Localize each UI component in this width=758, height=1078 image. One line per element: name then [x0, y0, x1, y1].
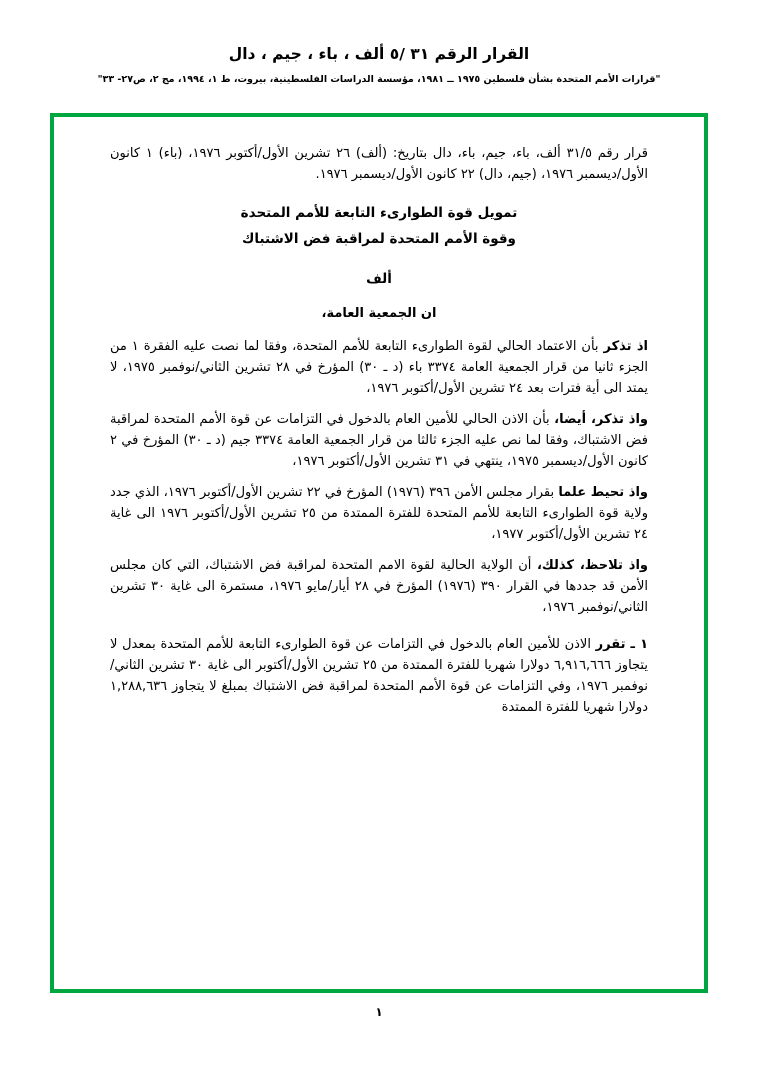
paragraph-text-1: بأن الاعتماد الحالي لقوة الطوارىء التابعة للأمم المتحدة، وفقا لما نصت عليه الفقرة ١ من الجزء ثانيا من قرار الجمعية العامة ٣٣٧٤ باء (د ـ ٣٠) المؤرخ في ٢٨ تشرين الثاني/نوفمبر ١٩٧٥، لا يمتد الى أية فترات بعد ٢٤ تشرين الأول/أكتوبر ١٩٧٦،: [110, 338, 649, 396]
paragraph-lead-4: واذ تلاحظ، كذلك،: [536, 558, 648, 574]
preamble-paragraph-2: [110, 409, 648, 472]
paragraph-lead-3: واذ تحيط علما: [558, 485, 648, 500]
subject-line-1: تمويل قوة الطوارىء التابعة للأمم المتحدة: [240, 205, 518, 222]
document-title: القرار الرقم ٣١ /٥ ألف ، باء ، جيم ، دال: [228, 45, 530, 63]
resolution-intro: قرار رقم ٣١/٥ ألف، باء، جيم، باء، دال بتاريخ: (ألف) ٢٦ تشرين الأول/أكتوبر ١٩٧٦، (باء) ١ كانون الأول/ديسمبر ١٩٧٦، (جيم، دال) ٢٢ كانون الأول/ديسمبر ١٩٧٦.: [110, 146, 648, 183]
paragraph-lead-2: واذ تذكر، أيضا،: [554, 411, 649, 427]
preamble-paragraph-1: [110, 336, 648, 399]
subject-line-2: وقوة الأمم المتحدة لمراقبة فض الاشتباك: [242, 230, 516, 247]
paragraph-text-3: بقرار مجلس الأمن ٣٩٦ (١٩٧٦) المؤرخ في ٢٢ تشرين الأول/أكتوبر ١٩٧٦، الذي جدد ولاية قوة الطوارىء التابعة للأمم المتحدة للفترة الممتدة من ٢٥ تشرين الأول/أكتوبر ١٩٧٦ الى غاية ٢٤ تشرين الأول/أكتوبر ١٩٧٧،: [110, 485, 648, 543]
addressee-line: ان الجمعية العامة،: [321, 305, 437, 321]
document-body: [54, 117, 704, 989]
page-number: ١: [375, 1005, 383, 1019]
paragraph-text-4: أن الولاية الحالية لقوة الامم المتحدة لمراقبة فض الاشتباك، التي كان مجلس الأمن قد جددها في القرار ٣٩٠ (١٩٧٦) المؤرخ في ٢٨ أيار/مايو ١٩٧٦، مستمرة الى غاية ٣٠ تشرين الثاني/نوفمبر ١٩٧٦،: [110, 558, 649, 616]
operative-text-1: الاذن للأمين العام بالدخول في التزامات عن قوة الطوارىء التابعة للأمم المتحدة بمعدل لا يتجاوز ٦,٩١٦,٦٦٦ دولارا شهريا للفترة الممتدة من ٢٥ تشرين الأول/أكتوبر الى غاية ٣٠ تشرين الثاني/نوفمبر ١٩٧٦، وفي التزامات عن قوة الأمم المتحدة لمراقبة فض الاشتباك بمبلغ لا يتجاوز ١,٢٨٨,٦٣٦ دولارا شهريا للفترة الممتدة: [110, 637, 648, 716]
preamble-paragraph-3: [110, 482, 648, 545]
operative-paragraph-1: [110, 634, 648, 718]
paragraph-text-2: بأن الاذن الحالي للأمين العام بالدخول في التزامات عن قوة الأمم المتحدة لمراقبة فض الاشتباك، وفقا لما نص عليه الجزء ثالثا من قرار الجمعية العامة ٣٣٧٤ جيم (د ـ ٣٠) المؤرخ في ٢ كانون الأول/ديسمبر ١٩٧٥، ينتهي في ٣١ تشرين الأول/أكتوبر ١٩٧٦،: [110, 411, 648, 469]
section-letter-heading: ألف: [366, 270, 392, 287]
document-source-citation: "قرارات الأمم المتحدة بشأن فلسطين ١٩٧٥ ــ ١٩٨١، مؤسسة الدراسات الفلسطينية، بيروت، ط ١، ١٩٩٤، مج ٢، ص٢٧- ٣٣": [97, 74, 661, 86]
green-border-frame: [50, 113, 708, 993]
operative-lead-1: ١ ـ تقرر: [595, 637, 649, 653]
document-header: [0, 0, 758, 86]
paragraph-lead-1: اذ تذكر: [603, 338, 648, 354]
preamble-paragraph-4: [110, 555, 648, 618]
